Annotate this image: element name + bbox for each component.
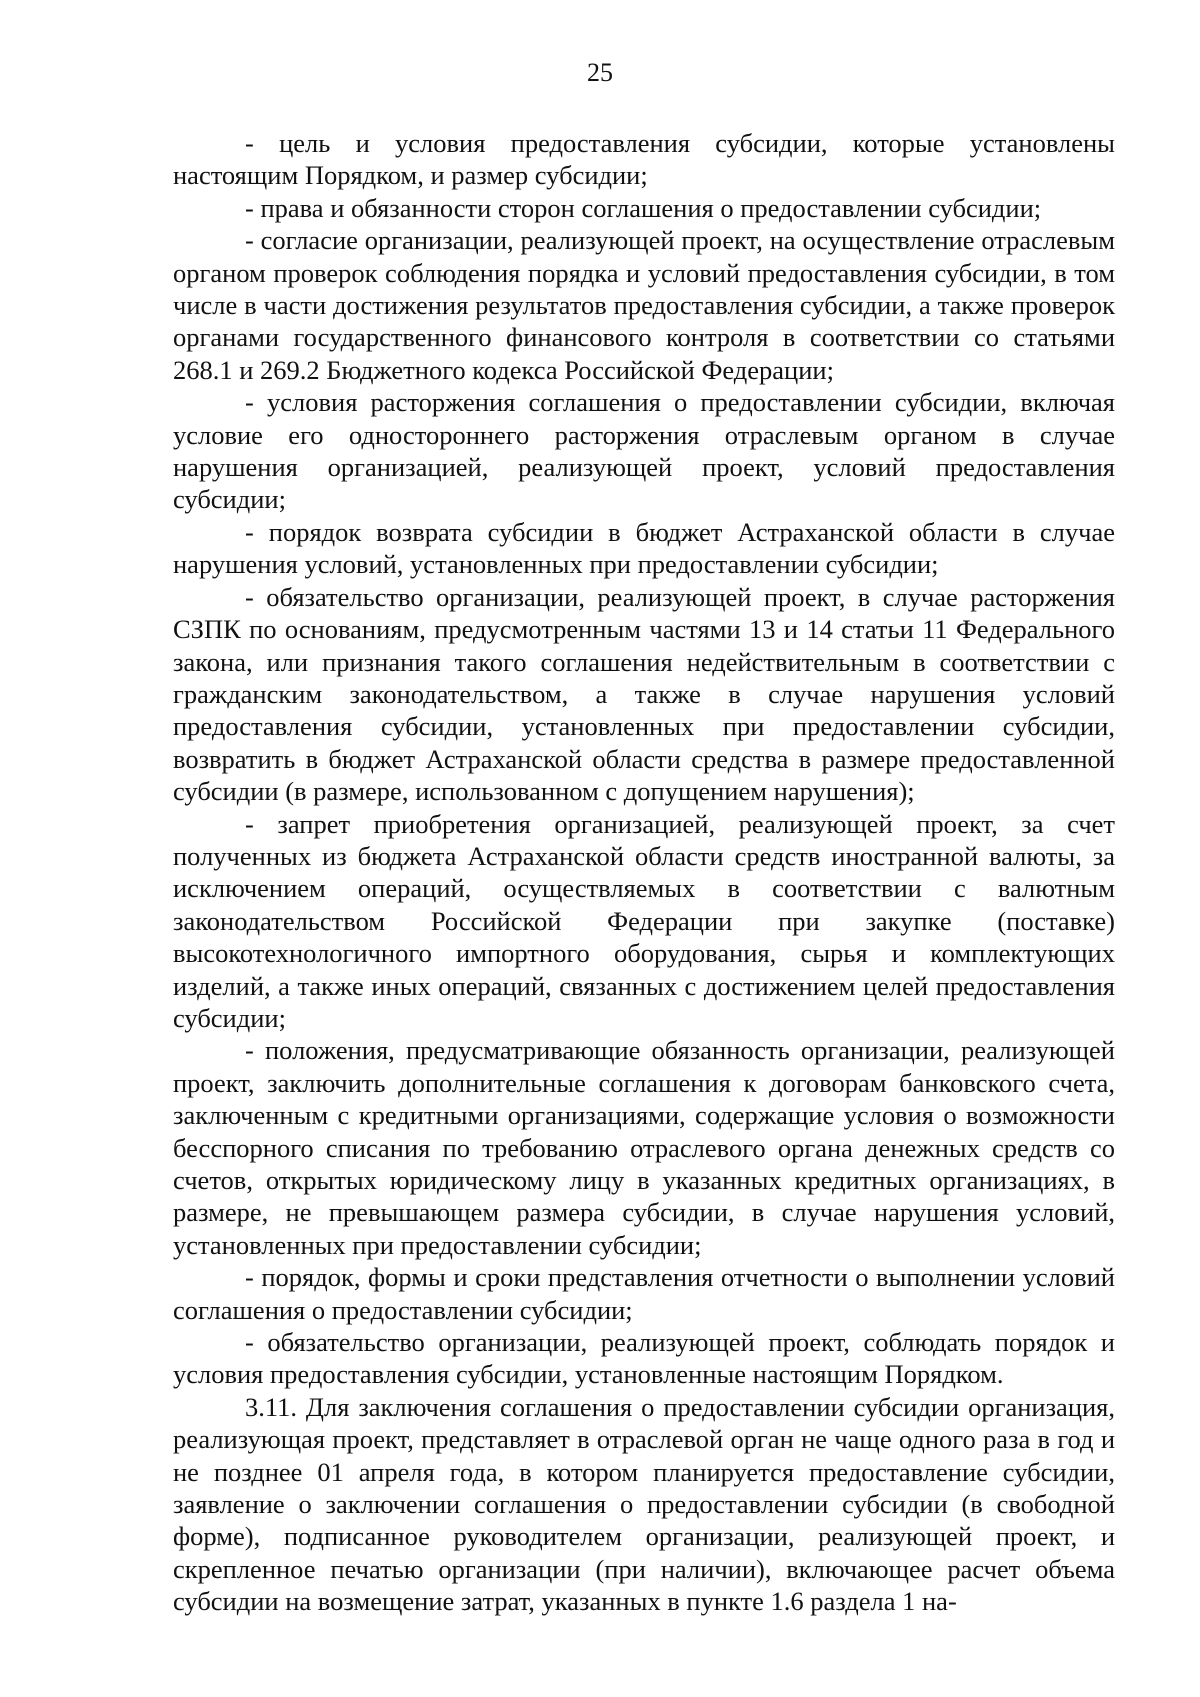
paragraph-termination-conditions: - условия расторжения соглашения о предоставлении субсидии, включая условие его одностороннего расторжения отраслевым органом в случае нарушения организацией, реализующей проект, условий предоставления субсидии;	[173, 387, 1115, 515]
paragraph-rights-obligations: - права и обязанности сторон соглашения о предоставлении субсидии;	[245, 192, 1042, 223]
paragraph-refund-procedure: - порядок возврата субсидии в бюджет Астраханской области в случае нарушения условий, установленных при предоставлении субсидии;	[173, 516, 1115, 580]
paragraph-currency-ban: - запрет приобретения организацией, реализующей проект, за счет полученных из бюджета Астраханской области средств иностранной валюты, за исключением операций, осуществляемых в соответствии с валютным законодательством Российской Федерации при закупке (поставке) высокотехнологичного импортного оборудования, сырья и комплектующих изделий, а также иных операций, связанных с достижением целей предоставления субсидии;	[173, 808, 1115, 1033]
paragraph-section-3-11: 3.11. Для заключения соглашения о предоставлении субсидии организация, реализующая проект, представляет в отраслевой орган не чаще одного раза в год и не позднее 01 апреля года, в котором планируется предоставление субсидии, заявление о заключении соглашения о предоставлении субсидии (в свободной форме), подписанное руководителем организации, реализующей проект, и скрепленное печатью организации (при наличии), включающее расчет объема субсидии на возмещение затрат, указанных в пункте 1.6 раздела 1 на-	[173, 1391, 1115, 1617]
paragraph-goal-conditions: - цель и условия предоставления субсидии, которые установлены настоящим Порядком, и размер субсидии;	[173, 128, 1115, 191]
paragraph-refund-obligation: - обязательство организации, реализующей проект, в случае расторжения СЗПК по основаниям, предусмотренным частями 13 и 14 статьи 11 Федерального закона, или признания такого соглашения недействительным в соответствии с гражданским законодательством, а также в случае нарушения условий предоставления субсидии, установленных при предоставлении субсидии, возвратить в бюджет Астраханской области средства в размере предоставленной субсидии (в размере, использованном с допущением нарушения);	[173, 581, 1115, 807]
paragraph-reporting: - порядок, формы и сроки представления отчетности о выполнении условий соглашения о предоставлении субсидии;	[173, 1262, 1115, 1325]
paragraph-compliance-obligation: - обязательство организации, реализующей проект, соблюдать порядок и условия предоставления субсидии, установленные настоящим Порядком.	[173, 1327, 1115, 1390]
document-body	[173, 127, 1115, 1618]
page-number: 25	[587, 58, 613, 87]
paragraph-bank-agreements: - положения, предусматривающие обязанность организации, реализующей проект, заключить дополнительные соглашения к договорам банковского счета, заключенным с кредитными организациями, содержащие условия о возможности бесспорного списания по требованию отраслевого органа денежных средств со счетов, открытых юридическому лицу в указанных кредитных организациях, в размере, не превышающем размера субсидии, в случае нарушения условий, установленных при предоставлении субсидии;	[173, 1035, 1115, 1260]
paragraph-consent-inspections: - согласие организации, реализующей проект, на осуществление отраслевым органом проверок соблюдения порядка и условий предоставления субсидии, в том числе в части достижения результатов предоставления субсидии, а также проверок органами государственного финансового контроля в соответствии со статьями 268.1 и 269.2 Бюджетного кодекса Российской Федерации;	[173, 225, 1115, 385]
